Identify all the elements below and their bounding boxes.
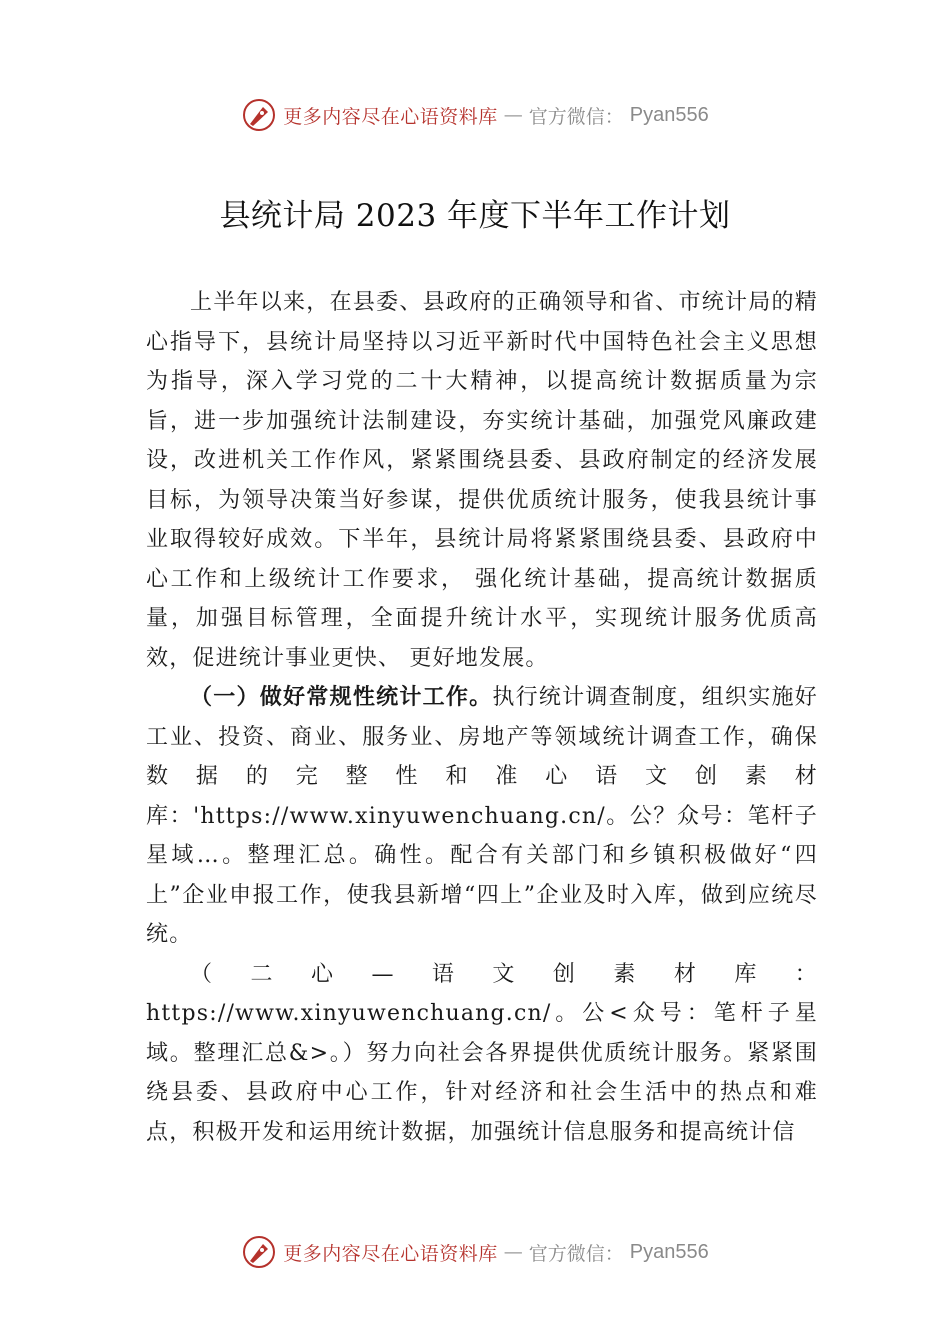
paragraph-text: 执行统计调查制度，组织实施好工业、投资、商业、服务业、房地产等领域统计调查工作，确保数据的完整性和准心语文创素材库：'https://www.xinyuwenchuang.cn/。公？众号：笔杆子星域…。整理汇总。确性。配合有关部门和乡镇积极做好“四上”企业申报工作，使我县新增“四上”企业及时入库，做到应统尽统。 [146, 685, 818, 947]
pen-nib-logo-icon [241, 1234, 277, 1270]
banner-separator: — [503, 104, 523, 126]
footer-watermark-banner [0, 1232, 950, 1272]
paragraph-section-two [146, 955, 818, 1153]
banner-wechat-id: Pyan556 [629, 103, 709, 126]
banner-wechat-label: 官方微信： [528, 105, 624, 128]
banner-separator: — [503, 1241, 523, 1263]
pen-nib-logo-icon [241, 97, 277, 133]
paragraph-text: 上半年以来，在县委、县政府的正确领导和省、市统计局的精心指导下，县统计局坚持以习近平新时代中国特色社会主义思想为指导，深入学习党的二十大精神，以提高统计数据质量为宗旨，进一步加强统计法制建设，夯实统计基础，加强党风廉政建设，改进机关工作作风，紧紧围绕县委、县政府制定的经济发展目标，为领导决策当好参谋，提供优质统计服务，使我县统计事业取得较好成效。下半年，县统计局将紧紧围绕县委、县政府中心工作和上级统计工作要求， 强化统计基础，提高统计数据质量，加强目标管理，全面提升统计水平，实现统计服务优质高效，促进统计事业更快、 更好地发展。 [146, 290, 818, 671]
document-title: 县统计局 2023 年度下半年工作计划 [219, 198, 731, 234]
banner-text: 更多内容尽在心语资料库 [283, 1242, 498, 1265]
banner-wechat-label: 官方微信： [528, 1242, 624, 1265]
banner-wechat-id: Pyan556 [629, 1240, 709, 1263]
paragraph-section-one [146, 678, 818, 955]
banner-text: 更多内容尽在心语资料库 [283, 105, 498, 128]
paragraph-intro [146, 283, 818, 678]
header-watermark-banner [0, 95, 950, 135]
section-heading: （一）做好常规性统计工作。 [190, 684, 493, 710]
paragraph-text: （二心—语文创素材库：https://www.xinyuwenchuang.cn/。公<众号：笔杆子星域。整理汇总&>。）努力向社会各界提供优质统计服务。紧紧围绕县委、县政府中心工作，针对经济和社会生活中的热点和难点，积极开发和运用统计数据，加强统计信息服务和提高统计信 [146, 961, 818, 1145]
document-body [146, 283, 818, 1152]
